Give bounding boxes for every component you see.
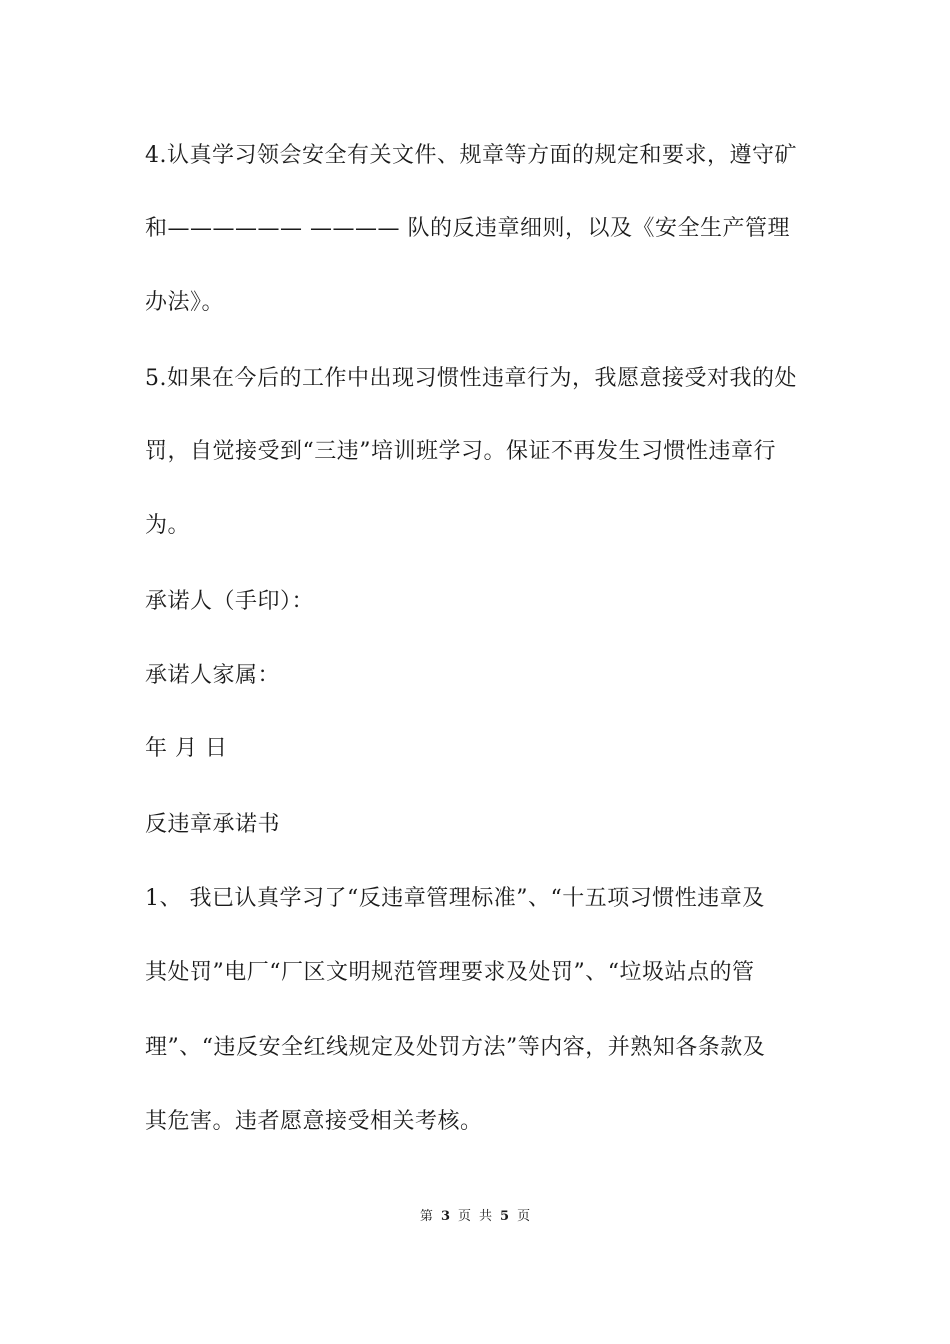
- paragraph-line: 5.如果在今后的工作中出现习惯性违章行为，我愿意接受对我的处: [145, 366, 797, 391]
- footer-total-unit: 页: [517, 1209, 531, 1224]
- date-line: 年 月 日: [145, 736, 228, 761]
- paragraph-line: 4.认真学习领会安全有关文件、规章等方面的规定和要求，遵守矿: [145, 143, 797, 168]
- family-signature-label: 承诺人家属：: [145, 663, 281, 688]
- signature-label: 承诺人（手印）：: [145, 589, 315, 614]
- paragraph-line: 理”、“违反安全红线规定及处罚方法”等内容，并熟知各条款及: [145, 1035, 766, 1060]
- paragraph-line: 办法》。: [145, 290, 225, 315]
- paragraph-line: 其危害。违者愿意接受相关考核。: [145, 1109, 483, 1134]
- paragraph-line: 罚，自觉接受到“三违”培训班学习。保证不再发生习惯性违章行: [145, 439, 776, 464]
- footer-page-unit: 页: [457, 1209, 471, 1224]
- current-page-number: 3: [440, 1209, 450, 1224]
- paragraph-line: 和—————— ———— 队的反违章细则，以及《安全生产管理: [145, 216, 790, 241]
- paragraph-line: 1、 我已认真学习了“反违章管理标准”、“十五项习惯性违章及: [145, 886, 765, 911]
- footer-prefix: 第: [419, 1209, 433, 1224]
- footer-total-label: 共: [479, 1209, 493, 1224]
- total-pages-number: 5: [500, 1209, 510, 1224]
- section-title: 反违章承诺书: [145, 812, 281, 837]
- page-footer: [0, 1208, 950, 1226]
- paragraph-line: 为。: [145, 513, 191, 538]
- paragraph-line: 其处罚”电厂“厂区文明规范管理要求及处罚”、“垃圾站点的管: [145, 960, 755, 985]
